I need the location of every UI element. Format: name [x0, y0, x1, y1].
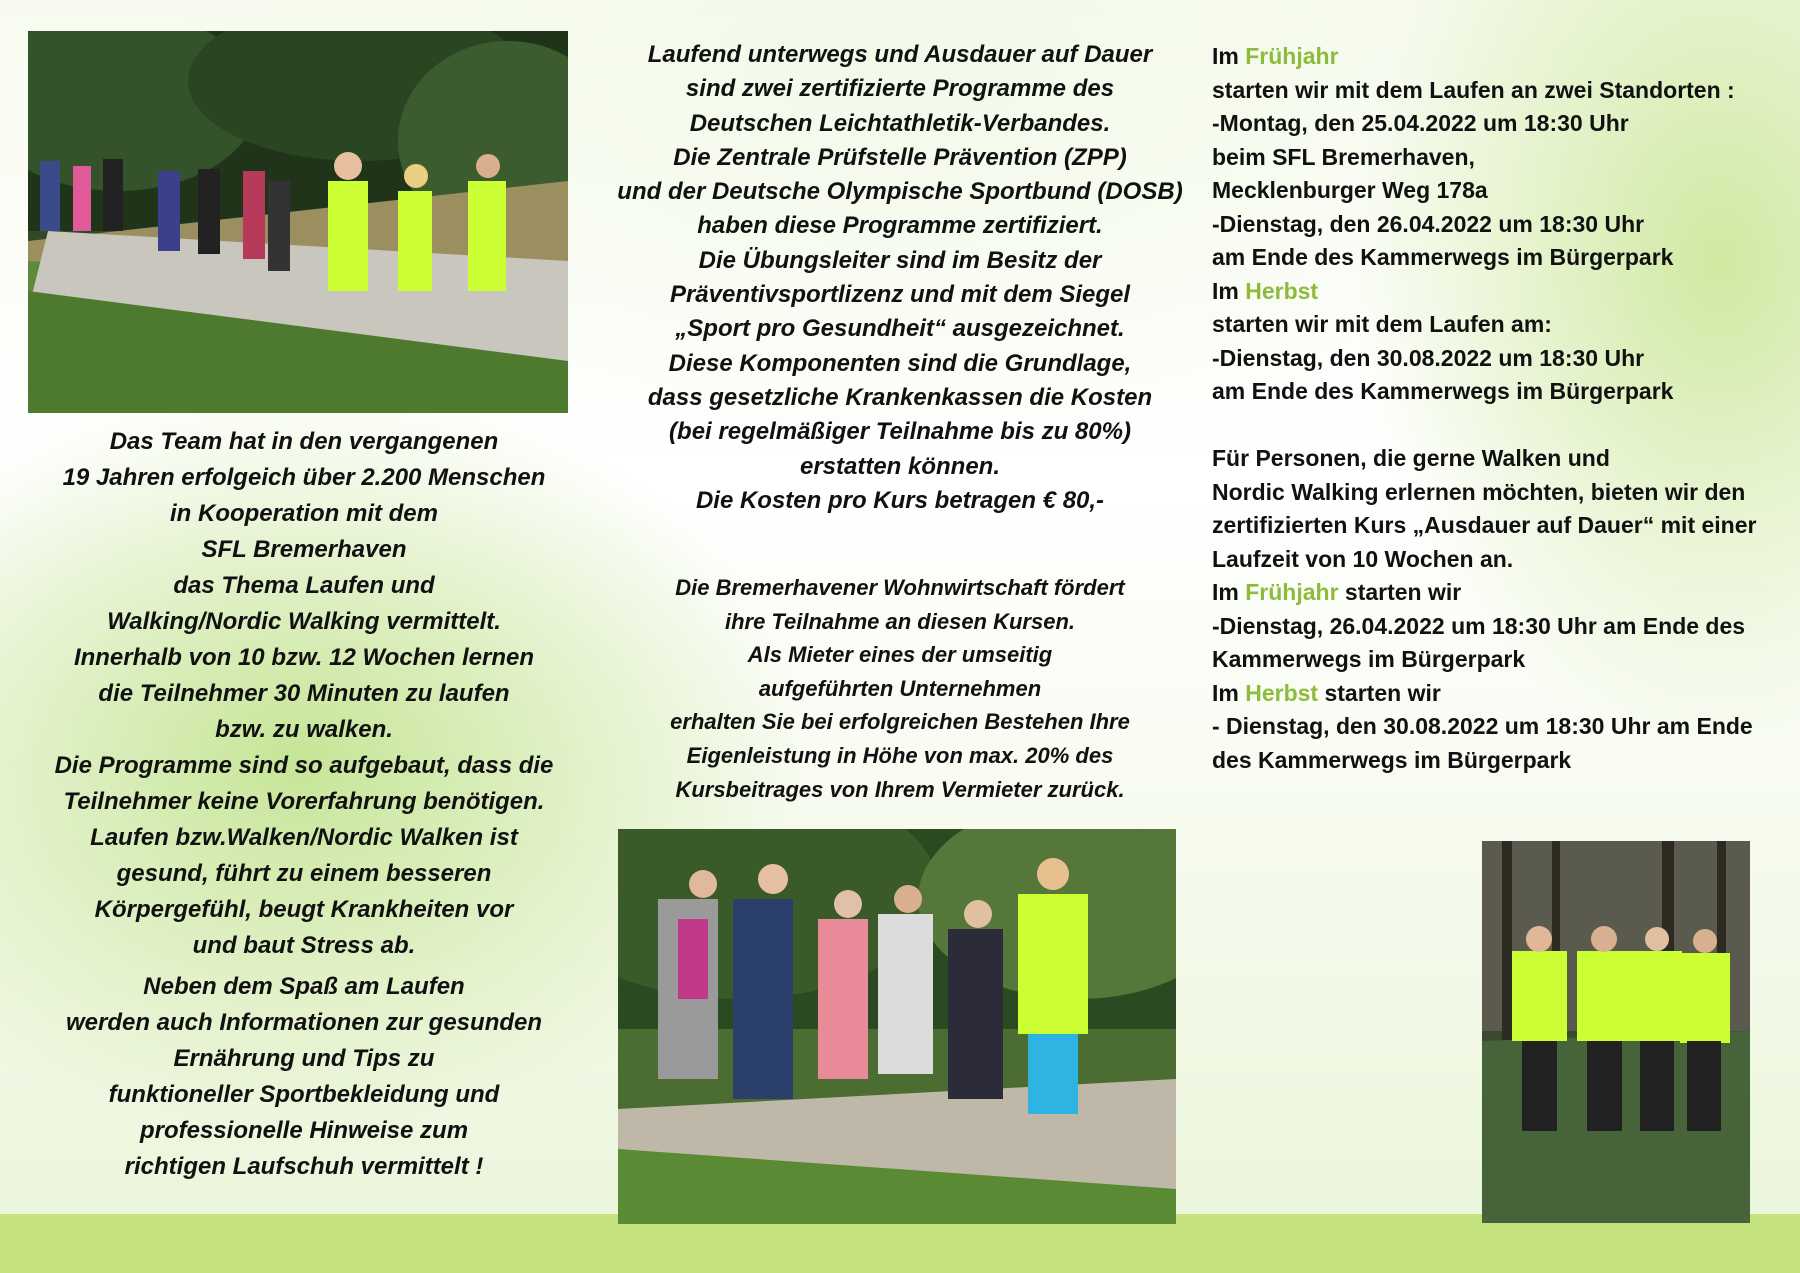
right-column-text — [1212, 40, 1792, 777]
line-text: beim SFL Bremerhaven, — [1212, 143, 1475, 170]
schedule-line — [1212, 241, 1792, 275]
line-text: starten wir — [1318, 679, 1441, 706]
text-line: Teilnehmer keine Vorerfahrung benötigen. — [63, 788, 545, 815]
text-line: die Teilnehmer 30 Minuten zu laufen — [98, 680, 510, 707]
season-label: Herbst — [1245, 679, 1319, 706]
text-line: Kursbeitrages von Ihrem Vermieter zurück. — [675, 776, 1125, 802]
text-line: gesund, führt zu einem besseren — [116, 860, 492, 887]
schedule-line — [1212, 442, 1792, 476]
schedule-line — [1212, 107, 1792, 141]
schedule-line — [1212, 375, 1792, 409]
text-line: Körpergefühl, beugt Krankheiten vor — [94, 896, 514, 923]
text-line: Laufend unterwegs und Ausdauer auf Dauer — [647, 41, 1153, 68]
line-text: Kammerwegs im Bürgerpark — [1212, 646, 1526, 672]
text-line: aufgeführten Unternehmen — [758, 675, 1042, 701]
schedule-line — [1212, 208, 1792, 242]
line-text: Laufzeit von 10 Wochen an. — [1212, 545, 1514, 572]
text-line: bzw. zu walken. — [215, 716, 393, 743]
text-line: Innerhalb von 10 bzw. 12 Wochen lernen — [73, 644, 535, 671]
line-text: -Montag, den 25.04.2022 um 18:30 Uhr — [1212, 110, 1629, 136]
text-line: (bei regelmäßiger Teilnahme bis zu 80%) — [669, 418, 1131, 446]
line-text: des Kammerwegs im Bürgerpark — [1212, 746, 1572, 773]
text-line: in Kooperation mit dem — [169, 500, 438, 527]
line-text: starten wir — [1338, 579, 1462, 605]
text-line: das Thema Laufen und — [173, 572, 435, 599]
schedule-line — [1212, 40, 1792, 74]
text-line: 19 Jahren erfolgeich über 2.200 Menschen — [62, 464, 546, 491]
left-column-text — [28, 424, 580, 964]
text-line: richtigen Laufschuh vermittelt ! — [124, 1153, 484, 1180]
season-label: Herbst — [1245, 277, 1319, 304]
schedule-line — [1212, 543, 1792, 577]
text-line: Neben dem Spaß am Laufen — [143, 973, 465, 1000]
line-text: Mecklenburger Weg 178a — [1212, 177, 1488, 203]
text-line: erstatten können. — [799, 452, 1001, 480]
line-text: Im — [1212, 579, 1246, 605]
schedule-line — [1212, 174, 1792, 208]
text-line: Die Bremerhavener Wohnwirtschaft fördert — [675, 575, 1125, 600]
text-line: Die Zentrale Prüfstelle Prävention (ZPP) — [673, 143, 1127, 171]
text-line: Eigenleistung in Höhe von max. 20% des — [686, 742, 1114, 768]
schedule-line — [1212, 275, 1792, 309]
line-text: starten wir mit dem Laufen am: — [1212, 311, 1552, 337]
schedule-line — [1212, 476, 1792, 510]
line-text: -Dienstag, den 26.04.2022 um 18:30 Uhr — [1212, 210, 1645, 237]
line-text: -Dienstag, den 30.08.2022 um 18:30 Uhr — [1212, 344, 1645, 371]
text-line: Als Mieter eines der umseitig — [747, 642, 1053, 668]
text-line: ihre Teilnahme an diesen Kursen. — [724, 608, 1076, 634]
text-line: Walking/Nordic Walking vermittelt. — [107, 608, 501, 635]
schedule-line — [1212, 409, 1792, 443]
photo-running-group — [28, 31, 568, 413]
schedule-line — [1212, 744, 1792, 778]
line-text: Im — [1212, 679, 1246, 706]
season-label: Frühjahr — [1245, 579, 1339, 605]
photo-team — [1482, 841, 1750, 1223]
line-text: Für Personen, die gerne Walken und — [1212, 445, 1610, 471]
schedule-line — [1212, 141, 1792, 175]
line-text: Nordic Walking erlernen möchten, bieten wir den — [1212, 478, 1746, 505]
schedule-line — [1212, 342, 1792, 376]
text-line: Präventivsportlizenz und mit dem Siegel — [669, 281, 1131, 309]
schedule-line — [1212, 74, 1792, 108]
line-text: -Dienstag, 26.04.2022 um 18:30 Uhr am Ende des — [1212, 612, 1746, 639]
line-text: zertifizierten Kurs „Ausdauer auf Dauer“ mit einer — [1212, 512, 1757, 538]
text-line: Ernährung und Tips zu — [173, 1045, 435, 1072]
middle-column-text-2 — [600, 571, 1200, 806]
schedule-line — [1212, 610, 1792, 644]
text-line: funktioneller Sportbekleidung und — [108, 1081, 500, 1108]
schedule-line — [1212, 509, 1792, 543]
line-text: Im — [1212, 43, 1246, 69]
photo-nordic-walking — [618, 829, 1176, 1224]
text-line: Laufen bzw.Walken/Nordic Walken ist — [90, 824, 518, 851]
text-line: SFL Bremerhaven — [201, 536, 407, 563]
text-line: Die Kosten pro Kurs betragen € 80,- — [695, 486, 1105, 514]
schedule-line — [1212, 677, 1792, 711]
season-label: Frühjahr — [1245, 43, 1339, 69]
text-line: und baut Stress ab. — [192, 932, 416, 959]
text-line: sind zwei zertifizierte Programme des — [685, 75, 1115, 103]
schedule-line — [1212, 308, 1792, 342]
text-line: werden auch Informationen zur gesunden — [65, 1009, 543, 1036]
schedule-line — [1212, 643, 1792, 677]
text-line: Diese Komponenten sind die Grundlage, — [668, 349, 1132, 377]
text-line: und der Deutsche Olympische Sportbund (DOSB) — [617, 178, 1183, 206]
line-text: starten wir mit dem Laufen an zwei Standorten : — [1212, 76, 1735, 103]
text-line: Die Programme sind so aufgebaut, dass die — [54, 752, 554, 779]
text-line: dass gesetzliche Krankenkassen die Kosten — [647, 383, 1153, 411]
line-text: - Dienstag, den 30.08.2022 um 18:30 Uhr am Ende — [1212, 713, 1753, 739]
schedule-line — [1212, 576, 1792, 610]
text-line: erhalten Sie bei erfolgreichen Bestehen Ihre — [670, 709, 1130, 735]
text-line: Das Team hat in den vergangenen — [109, 428, 499, 455]
text-line: haben diese Programme zertifiziert. — [697, 212, 1103, 240]
text-line: professionelle Hinweise zum — [139, 1117, 469, 1144]
line-text: am Ende des Kammerwegs im Bürgerpark — [1212, 244, 1674, 270]
line-text: am Ende des Kammerwegs im Bürgerpark — [1212, 378, 1674, 404]
line-text: Im — [1212, 277, 1246, 304]
left-column-text-2 — [28, 969, 580, 1185]
middle-column-text — [590, 38, 1210, 518]
text-line: Die Übungsleiter sind im Besitz der — [698, 246, 1102, 274]
schedule-line — [1212, 710, 1792, 744]
text-line: Deutschen Leichtathletik-Verbandes. — [689, 109, 1111, 137]
text-line: „Sport pro Gesundheit“ ausgezeichnet. — [675, 315, 1125, 343]
